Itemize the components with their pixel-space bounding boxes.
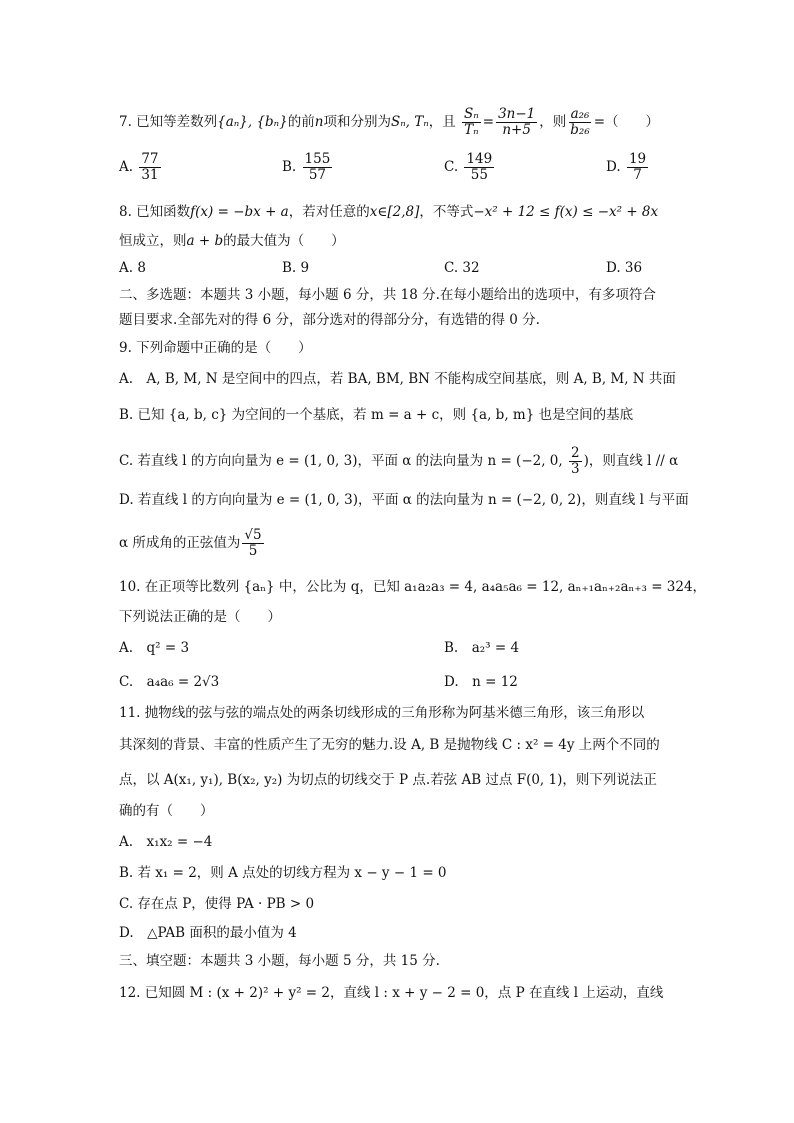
q9-option-a: A. A, B, M, N 是空间中的四点，若 BA, BM, BN 不能构成空间基底，则 A, B, M, N 共面 [119, 371, 676, 387]
q8-stem-line1: 8. 已知函数f(x) = −bx + a，若对任意的x∈[2,8]，不等式−x² + 12 ≤ f(x) ≤ −x² + 8x [119, 204, 659, 220]
q7-option-c: C. $\frac{149}{55}$ [444, 151, 493, 183]
q7-text-a: 7. 已知等差数列 [119, 113, 218, 130]
q7-text-b: 的前 [287, 113, 315, 130]
q11-stem-line3: 点，以 A(x₁, y₁), B(x₂, y₂) 为切点的切线交于 P 点.若弦 AB 过点 F(0, 1)，则下列说法正 [119, 772, 657, 788]
q7-option-d: D. $\frac{19}{7}$ [606, 151, 647, 183]
q7-text-f: =（ ） [593, 113, 660, 130]
q8-expr: a + b [186, 233, 224, 249]
q11-stem-line2: 其深刻的背景、丰富的性质产生了无穷的魅力.设 A, B 是抛物线 C : x² = 4y 上两个不同的 [119, 737, 660, 753]
q10-stem-line2: 下列说法正确的是（ ） [119, 609, 281, 625]
q10-stem-line1: 10. 在正项等比数列 {aₙ} 中，公比为 q，已知 a₁a₂a₃ = 4, a₄a₅a₆ = 12, aₙ₊₁aₙ₊₂aₙ₊₃ = 324， [119, 579, 707, 595]
q9-stem: 9. 下列命题中正确的是（ ） [119, 340, 312, 356]
q7-text-d: ，且 [428, 113, 456, 130]
section2-line1: 二、多选题：本题共 3 小题，每小题 6 分，共 18 分.在每小题给出的选项中，有多项符合 [119, 287, 656, 303]
q9-option-c: C. 若直线 l 的方向向量为 e = (1, 0, 3)，平面 α 的法向量为 n = (−2, 0, $\frac{2}{3}$ )，则直线 l // α [119, 445, 679, 477]
q7-rhs: $\frac{3n-1}{n+5}$ [498, 106, 536, 138]
q8-func: f(x) = −bx + a [190, 204, 289, 220]
section3-header: 三、填空题：本题共 3 小题，每小题 5 分，共 15 分. [119, 953, 440, 969]
q7-option-b: B. $\frac{155}{57}$ [282, 151, 331, 183]
q8-option-c: C. 32 [444, 260, 480, 276]
q7-seqs: {aₙ}, {bₙ} [217, 113, 288, 130]
q11-option-c: C. 存在点 P，使得 PA · PB > 0 [119, 896, 315, 912]
q7-n: n [314, 113, 324, 130]
q7-option-a: A. $\frac{77}{31}$ [119, 151, 159, 183]
q8-option-b: B. 9 [282, 260, 310, 276]
q8-stem-line2: 恒成立，则a + b的最大值为（ ） [119, 233, 345, 249]
q10-option-c: C. a₄a₆ = 2√3 [119, 674, 220, 690]
q7-sums: Sₙ, Tₙ [390, 113, 429, 130]
section2-line2: 题目要求.全部先对的得 6 分，部分选对的得部分分，有选错的得 0 分. [119, 312, 540, 328]
q11-stem-line4: 确的有（ ） [119, 803, 214, 819]
q12-stem: 12. 已知圆 M : (x + 2)² + y² = 2，直线 l : x + y − 2 = 0，点 P 在直线 l 上运动，直线 [119, 985, 664, 1001]
q7-ask: $\frac{\text{a₂₆}}{\text{b₂₆}}$ [570, 106, 590, 138]
q9-option-d-line2: α 所成角的正弦值为 $\frac{√5}{5}$ [119, 527, 262, 559]
q8-domain: x∈[2,8] [369, 204, 420, 220]
q11-option-a: A. x₁x₂ = −4 [119, 834, 213, 850]
q7-ratio: $\frac{\text{Sₙ}}{\text{Tₙ}}$ [464, 106, 479, 138]
q7-text-e: ，则 [539, 113, 567, 130]
q7-stem: 7. 已知等差数列{aₙ}, {bₙ}的前n项和分别为Sₙ, Tₙ，且 $\frac{\text{Sₙ}}{\text{Tₙ}}$ = $\frac{3n-1}{n+5}$ ，则 $\frac{\text{a₂₆}}{\text{b₂₆}}$ =（ ） [119, 106, 660, 138]
q9-option-d-line1: D. 若直线 l 的方向向量为 e = (1, 0, 3)，平面 α 的法向量为 n = (−2, 0, 2)，则直线 l 与平面 [119, 492, 689, 508]
q7-text-c: 项和分别为 [323, 113, 391, 130]
q10-option-a: A. q² = 3 [119, 640, 190, 656]
q11-stem-line1: 11. 抛物线的弦与弦的端点处的两条切线形成的三角形称为阿基米德三角形，该三角形以 [119, 705, 645, 721]
q10-option-b: B. a₂³ = 4 [444, 640, 520, 656]
q11-option-d: D. △PAB 面积的最小值为 4 [119, 925, 297, 941]
q8-option-d: D. 36 [606, 260, 643, 276]
q8-inequality: −x² + 12 ≤ f(x) ≤ −x² + 8x [473, 204, 659, 220]
q11-option-b: B. 若 x₁ = 2，则 A 点处的切线方程为 x − y − 1 = 0 [119, 865, 447, 881]
q8-option-a: A. 8 [119, 260, 146, 276]
q9-option-b: B. 已知 {a, b, c} 为空间的一个基底，若 m = a + c，则 {a, b, m} 也是空间的基底 [119, 407, 634, 423]
q10-option-d: D. n = 12 [444, 674, 518, 690]
